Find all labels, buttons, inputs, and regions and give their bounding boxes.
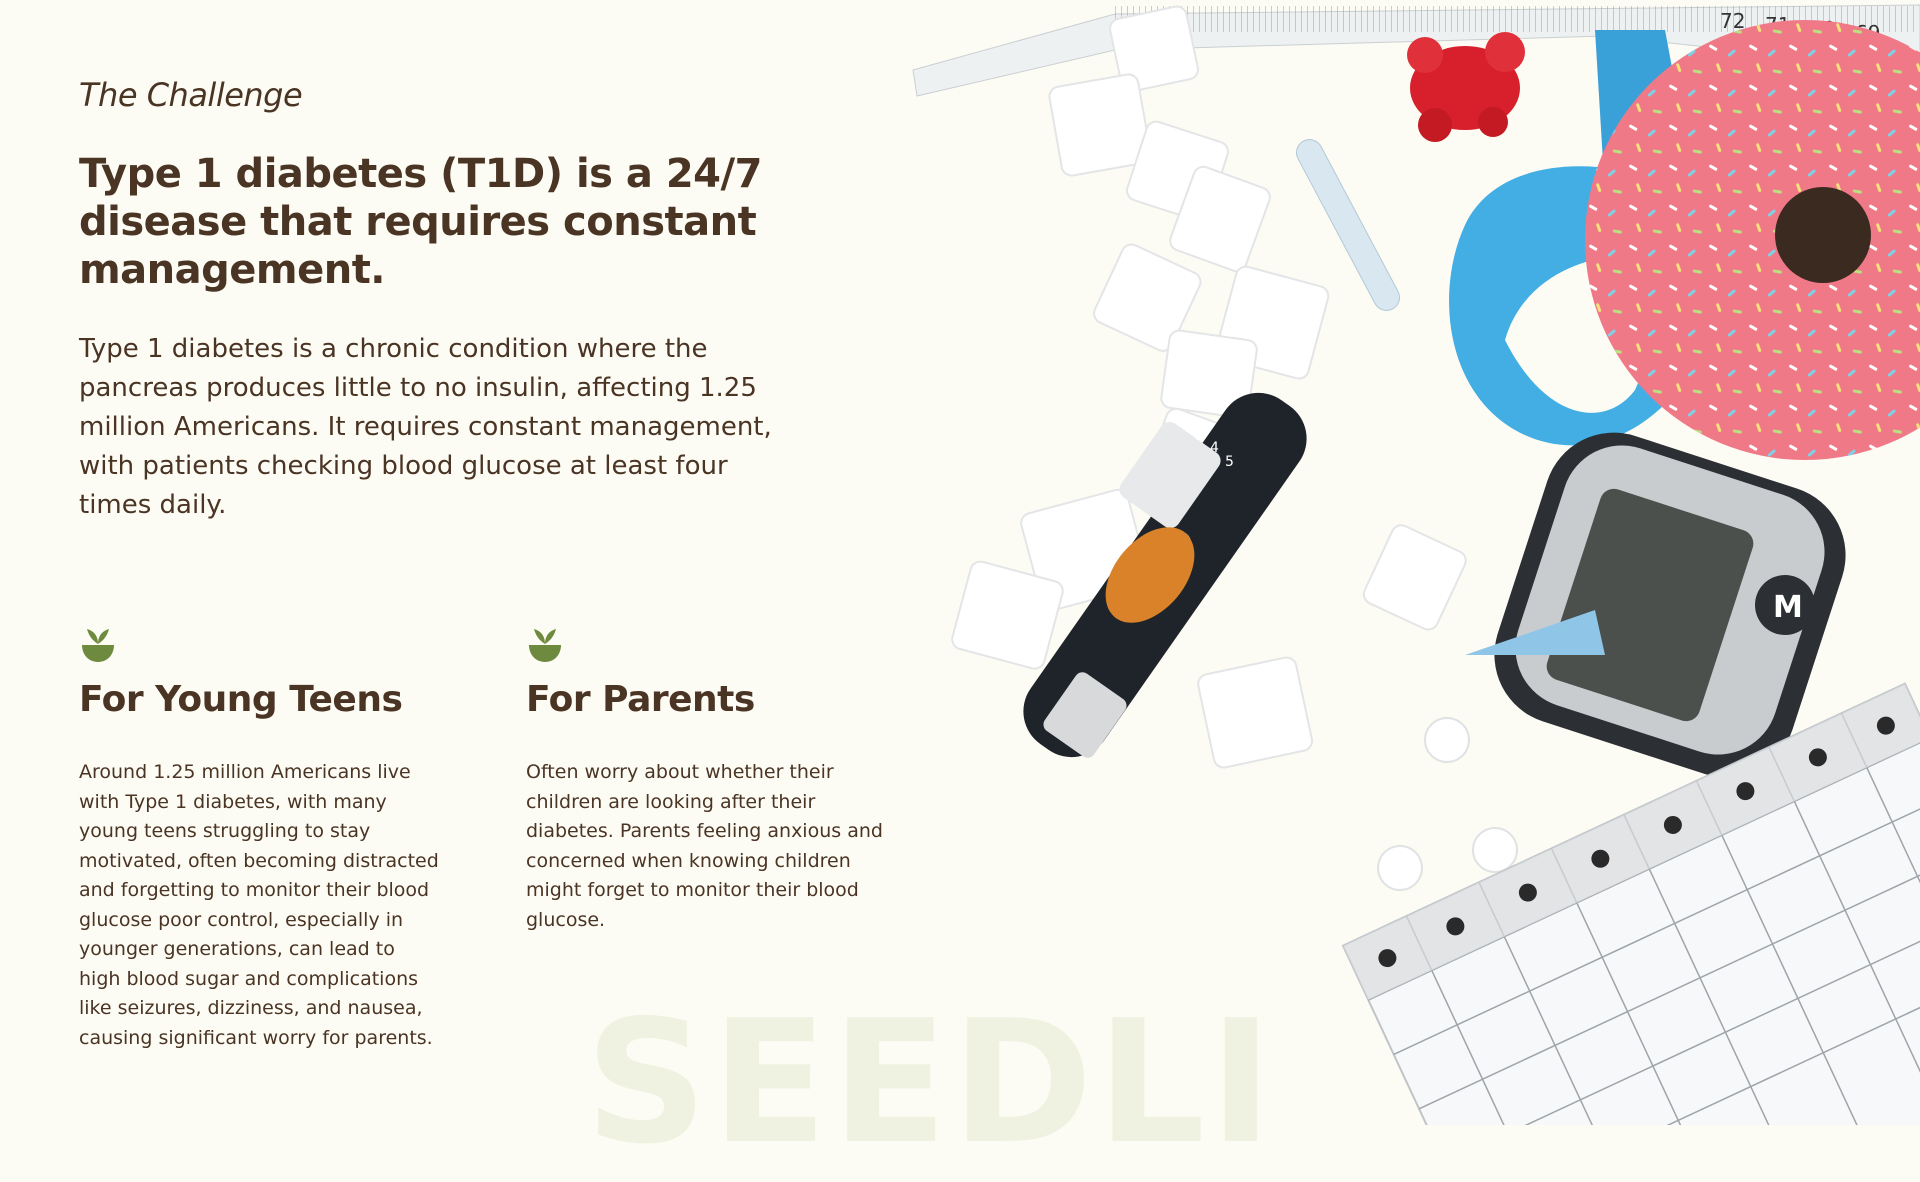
brand-watermark: SEEDLI [585,984,1277,1182]
section-eyebrow: The Challenge [79,76,303,114]
section-headline: Type 1 diabetes (T1D) is a 24/7 disease that requires constant management. [79,151,762,293]
diabetes-collage-image [905,0,1920,1125]
card-body: Often worry about whether their children are looking after their diabetes. Parents feeling anxious and concerned when knowing children might forget to monitor their blood glucose. [526,761,883,931]
card-parents [526,618,896,935]
sprout-icon [526,618,564,664]
dial-number: 3 [1195,428,1204,444]
gummy-bear [1407,32,1525,142]
dial-number: 5 [1225,454,1234,470]
challenge-section [79,0,899,1125]
card-title: For Young Teens [79,679,403,720]
dial-number: 4 [1210,440,1219,456]
sprout-icon [79,618,117,664]
card-young-teens [79,618,449,1053]
pills [1378,718,1517,890]
card-title: For Parents [526,679,755,720]
sugar-cubes [950,5,1469,770]
section-intro: Type 1 diabetes is a chronic condition where the pancreas produces little to no insulin, affecting 1.25 million Americans. It requires constant management, with patients checking blood glucose at least four times daily. [79,334,772,520]
tape-number: 72 [1720,9,1746,33]
card-body: Around 1.25 million Americans live with Type 1 diabetes, with many young teens struggling to stay motivated, often becoming distracted and forgetting to monitor their blood glucose poor control, especially in younger generations, can lead to high blood sugar and complications like seizures, dizziness, and nausea, causing significant worry for parents. [79,761,439,1049]
meter-button-label: M [1773,590,1803,625]
